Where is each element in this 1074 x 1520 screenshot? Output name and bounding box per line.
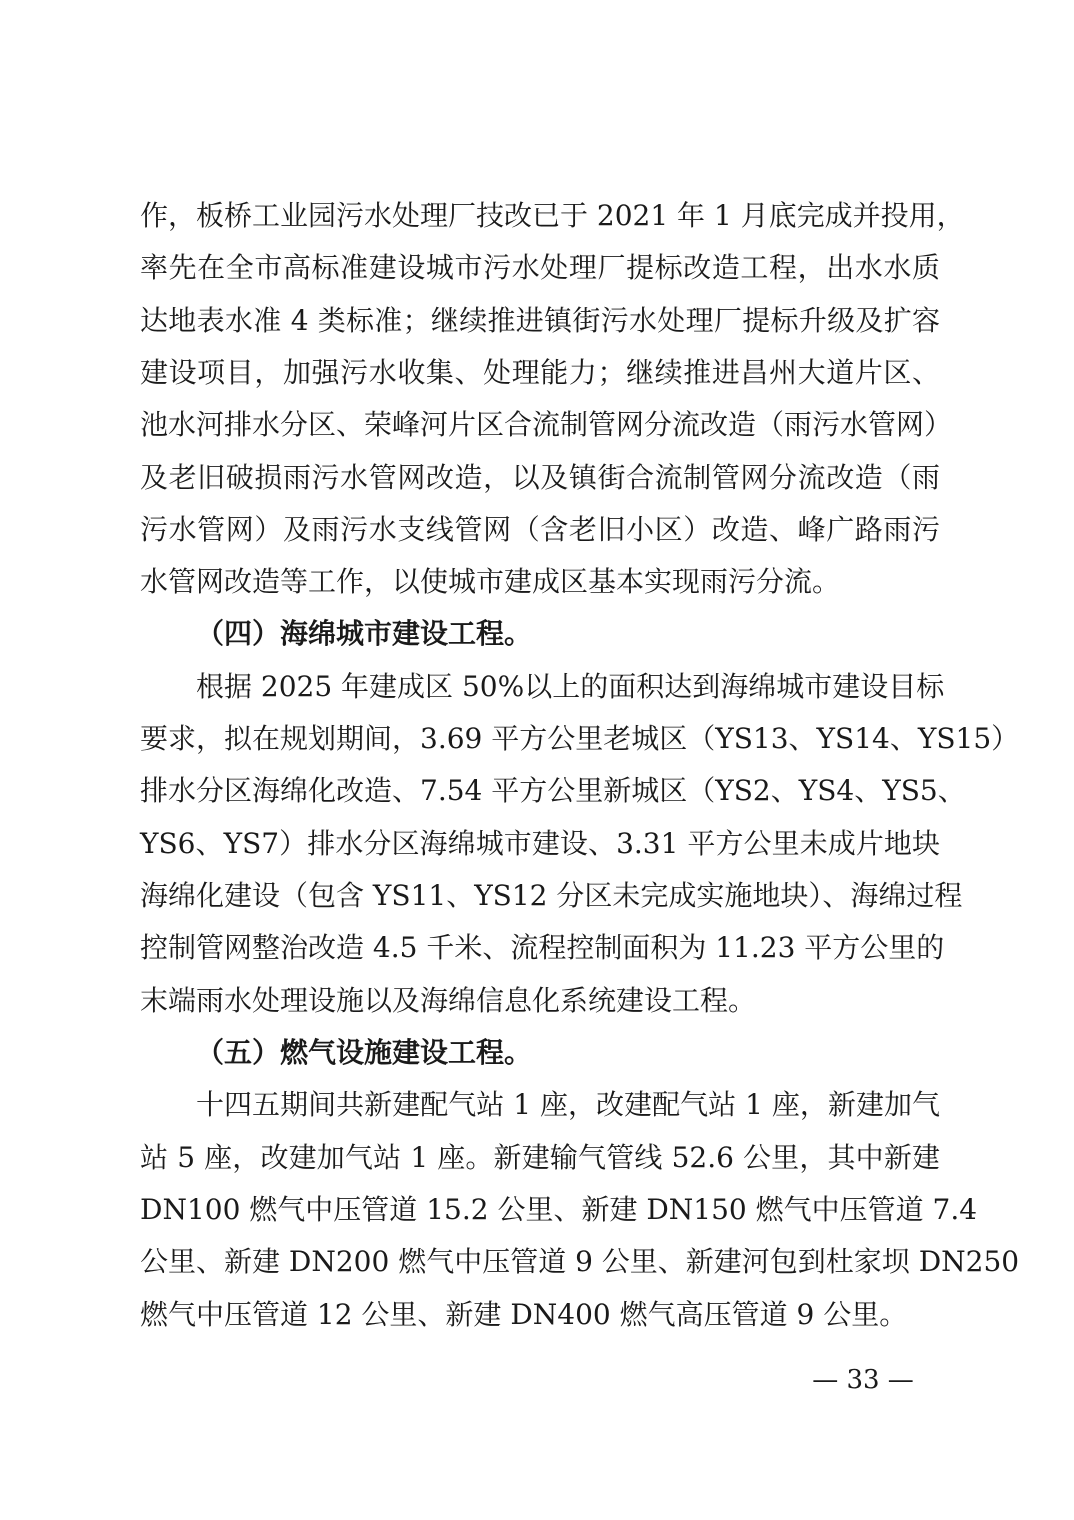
page-number: — 33 — <box>812 1365 914 1395</box>
paragraph-1-line-8: 水管网改造等工作，以使城市建成区基本实现雨污分流。 <box>140 565 841 598</box>
paragraph-1-line-5: 池水河排水分区、荣峰河片区合流制管网分流改造（雨污水管网） <box>140 408 953 441</box>
section-heading-4: （四）海绵城市建设工程。 <box>196 617 533 650</box>
paragraph-1-line-3: 达地表水准 4 类标准；继续推进镇街污水处理厂提标升级及扩容 <box>140 304 940 337</box>
paragraph-2-line-7: 末端雨水处理设施以及海绵信息化系统建设工程。 <box>140 984 757 1017</box>
paragraph-2-line-4: YS6、YS7）排水分区海绵城市建设、3.31 平方公里未成片地块 <box>140 827 940 860</box>
paragraph-1-line-6: 及老旧破损雨污水管网改造，以及镇街合流制管网分流改造（雨 <box>140 461 940 494</box>
section-heading-5: （五）燃气设施建设工程。 <box>196 1036 533 1069</box>
paragraph-2-line-5: 海绵化建设（包含 YS11、YS12 分区未完成实施地块）、海绵过程 <box>140 879 963 912</box>
paragraph-1-line-4: 建设项目，加强污水收集、处理能力；继续推进昌州大道片区、 <box>140 356 940 389</box>
paragraph-2-line-2: 要求，拟在规划期间，3.69 平方公里老城区（YS13、YS14、YS15） <box>140 722 1020 755</box>
paragraph-3-line-4: 公里、新建 DN200 燃气中压管道 9 公里、新建河包到杜家坝 DN250 <box>140 1245 1020 1278</box>
paragraph-1-line-2: 率先在全市高标准建设城市污水处理厂提标改造工程，出水水质 <box>140 251 940 284</box>
paragraph-2-line-1: 根据 2025 年建成区 50%以上的面积达到海绵城市建设目标 <box>196 670 945 703</box>
paragraph-1-line-7: 污水管网）及雨污水支线管网（含老旧小区）改造、峰广路雨污 <box>140 513 940 546</box>
paragraph-3-line-1: 十四五期间共新建配气站 1 座，改建配气站 1 座，新建加气 <box>196 1088 940 1121</box>
paragraph-3-line-3: DN100 燃气中压管道 15.2 公里、新建 DN150 燃气中压管道 7.4 <box>140 1193 978 1226</box>
paragraph-2-line-6: 控制管网整治改造 4.5 千米、流程控制面积为 11.23 平方公里的 <box>140 931 945 964</box>
paragraph-3-line-5: 燃气中压管道 12 公里、新建 DN400 燃气高压管道 9 公里。 <box>140 1298 908 1331</box>
paragraph-3-line-2: 站 5 座，改建加气站 1 座。新建输气管线 52.6 公里，其中新建 <box>140 1141 940 1174</box>
paragraph-2-line-3: 排水分区海绵化改造、7.54 平方公里新城区（YS2、YS4、YS5、 <box>140 774 966 807</box>
paragraph-1-line-1: 作，板桥工业园污水处理厂技改已于 2021 年 1 月底完成并投用， <box>140 199 965 232</box>
